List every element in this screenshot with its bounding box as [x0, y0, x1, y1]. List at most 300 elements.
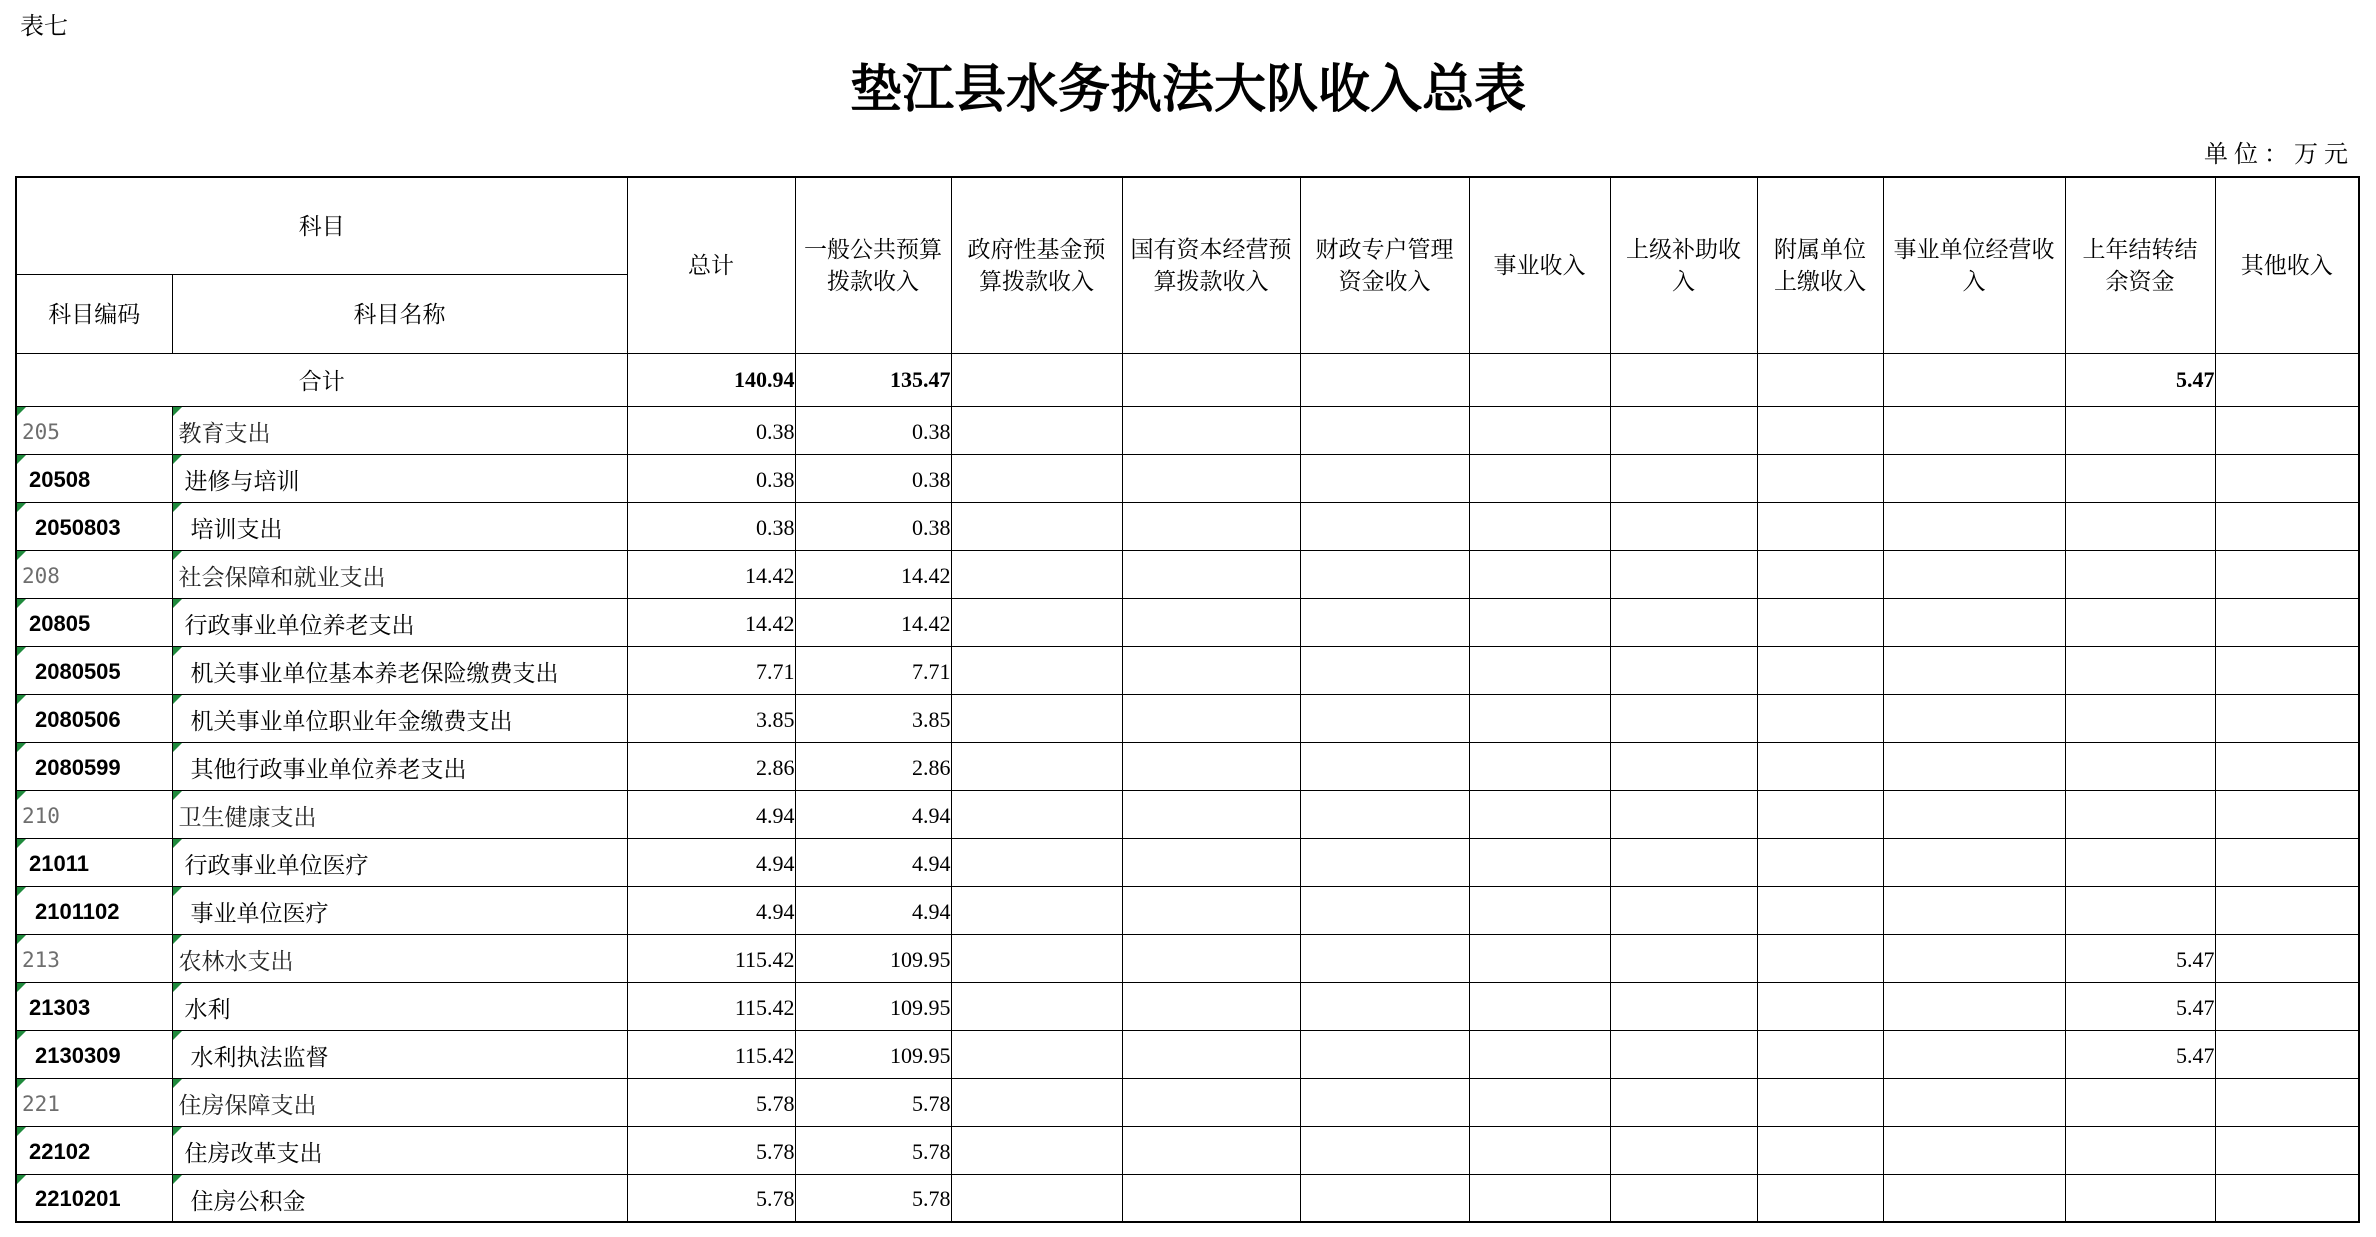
amount-cell-other-income[interactable]: [2215, 454, 2359, 502]
amount-cell-affiliated-unit-remittance[interactable]: [1757, 934, 1883, 982]
amount-cell-superior-subsidy[interactable]: [1610, 838, 1757, 886]
error-indicator-icon: [173, 407, 182, 416]
amount-cell-fiscal-special-account[interactable]: [1300, 742, 1469, 790]
total-amount-affiliated-unit-remittance[interactable]: [1757, 353, 1883, 406]
col-header-business-income[interactable]: 事业收入: [1469, 177, 1610, 353]
amount-cell-general-budget-appropriation[interactable]: 4.94: [795, 790, 951, 838]
subject-code: 2080505: [35, 658, 121, 684]
amount-cell-total[interactable]: 14.42: [627, 598, 795, 646]
subject-code: 2050803: [35, 514, 121, 540]
amount-cell-gov-fund-appropriation[interactable]: [951, 790, 1122, 838]
amount-cell-business-income[interactable]: [1469, 598, 1610, 646]
subject-name: 进修与培训: [184, 469, 300, 494]
col-header-superior-subsidy[interactable]: 上级补助收 入: [1610, 177, 1757, 353]
amount-cell-total[interactable]: 4.94: [627, 886, 795, 934]
amount-cell-superior-subsidy[interactable]: [1610, 982, 1757, 1030]
amount-cell-superior-subsidy[interactable]: [1610, 1078, 1757, 1126]
table-row: [16, 550, 2359, 598]
amount-cell-general-budget-appropriation[interactable]: 4.94: [795, 838, 951, 886]
total-amount-prior-year-carryover[interactable]: 5.47: [2065, 353, 2215, 406]
amount-cell-other-income[interactable]: [2215, 598, 2359, 646]
amount-cell-fiscal-special-account[interactable]: [1300, 982, 1469, 1030]
col-header-general-budget-appropriation[interactable]: 一般公共预算 拨款收入: [795, 177, 951, 353]
subject-name-cell[interactable]: [172, 1174, 627, 1222]
amount-cell-gov-fund-appropriation[interactable]: [951, 838, 1122, 886]
amount-cell-general-budget-appropriation[interactable]: 109.95: [795, 1030, 951, 1078]
amount-cell-total[interactable]: 0.38: [627, 454, 795, 502]
amount-cell-fiscal-special-account[interactable]: [1300, 1174, 1469, 1222]
amount-cell-total[interactable]: 3.85: [627, 694, 795, 742]
error-indicator-icon: [17, 503, 26, 512]
subject-name-cell[interactable]: [172, 838, 627, 886]
amount-cell-fiscal-special-account[interactable]: [1300, 502, 1469, 550]
amount-cell-prior-year-carryover[interactable]: [2065, 1078, 2215, 1126]
amount-cell-superior-subsidy[interactable]: [1610, 454, 1757, 502]
amount-cell-general-budget-appropriation[interactable]: 109.95: [795, 982, 951, 1030]
amount-cell-affiliated-unit-remittance[interactable]: [1757, 646, 1883, 694]
amount-cell-affiliated-unit-remittance[interactable]: [1757, 982, 1883, 1030]
error-indicator-icon: [17, 743, 26, 752]
amount-cell-state-capital-appropriation[interactable]: [1122, 742, 1300, 790]
amount-cell-affiliated-unit-remittance[interactable]: [1757, 1030, 1883, 1078]
amount-cell-gov-fund-appropriation[interactable]: [951, 502, 1122, 550]
subject-name-cell[interactable]: [172, 502, 627, 550]
amount-cell-other-income[interactable]: [2215, 694, 2359, 742]
amount-cell-business-operation-income[interactable]: [1883, 982, 2065, 1030]
amount-cell-other-income[interactable]: [2215, 1030, 2359, 1078]
sheet-label: 表七: [20, 14, 68, 40]
amount-cell-business-operation-income[interactable]: [1883, 742, 2065, 790]
amount-cell-business-operation-income[interactable]: [1883, 502, 2065, 550]
table-row: [16, 742, 2359, 790]
subject-code: 2080599: [35, 754, 121, 780]
amount-cell-gov-fund-appropriation[interactable]: [951, 1174, 1122, 1222]
amount-cell-general-budget-appropriation[interactable]: 3.85: [795, 694, 951, 742]
amount-cell-prior-year-carryover[interactable]: [2065, 646, 2215, 694]
amount-cell-gov-fund-appropriation[interactable]: [951, 1126, 1122, 1174]
amount-cell-state-capital-appropriation[interactable]: [1122, 454, 1300, 502]
amount-cell-gov-fund-appropriation[interactable]: [951, 742, 1122, 790]
total-amount-other-income[interactable]: [2215, 353, 2359, 406]
col-header-other-income[interactable]: 其他收入: [2215, 177, 2359, 353]
amount-cell-gov-fund-appropriation[interactable]: [951, 646, 1122, 694]
table-row: [16, 406, 2359, 454]
amount-cell-gov-fund-appropriation[interactable]: [951, 934, 1122, 982]
amount-cell-state-capital-appropriation[interactable]: [1122, 646, 1300, 694]
amount-cell-prior-year-carryover[interactable]: [2065, 838, 2215, 886]
amount-cell-gov-fund-appropriation[interactable]: [951, 598, 1122, 646]
amount-cell-superior-subsidy[interactable]: [1610, 406, 1757, 454]
amount-cell-other-income[interactable]: [2215, 838, 2359, 886]
total-amount-gov-fund-appropriation[interactable]: [951, 353, 1122, 406]
amount-cell-business-operation-income[interactable]: [1883, 406, 2065, 454]
amount-cell-gov-fund-appropriation[interactable]: [951, 406, 1122, 454]
amount-cell-prior-year-carryover[interactable]: [2065, 1126, 2215, 1174]
amount-cell-business-income[interactable]: [1469, 550, 1610, 598]
amount-cell-prior-year-carryover[interactable]: [2065, 550, 2215, 598]
col-header-subject[interactable]: 科目: [16, 177, 627, 274]
subject-name: 行政事业单位医疗: [184, 853, 369, 878]
amount-cell-fiscal-special-account[interactable]: [1300, 454, 1469, 502]
table-row: [16, 598, 2359, 646]
subject-code-cell[interactable]: [16, 694, 172, 742]
amount-cell-superior-subsidy[interactable]: [1610, 1174, 1757, 1222]
subject-code-cell[interactable]: [16, 646, 172, 694]
amount-cell-total[interactable]: 5.78: [627, 1126, 795, 1174]
amount-cell-prior-year-carryover[interactable]: [2065, 790, 2215, 838]
subject-name-cell[interactable]: [172, 742, 627, 790]
amount-cell-other-income[interactable]: [2215, 790, 2359, 838]
amount-cell-general-budget-appropriation[interactable]: 0.38: [795, 454, 951, 502]
error-indicator-icon: [173, 455, 182, 464]
amount-cell-general-budget-appropriation[interactable]: 109.95: [795, 934, 951, 982]
error-indicator-icon: [173, 1031, 182, 1040]
amount-cell-general-budget-appropriation[interactable]: 0.38: [795, 502, 951, 550]
col-header-subject-name[interactable]: 科目名称: [172, 274, 627, 353]
col-header-fiscal-special-account[interactable]: 财政专户管理 资金收入: [1300, 177, 1469, 353]
amount-cell-business-operation-income[interactable]: [1883, 1078, 2065, 1126]
amount-cell-business-income[interactable]: [1469, 454, 1610, 502]
amount-cell-state-capital-appropriation[interactable]: [1122, 502, 1300, 550]
amount-cell-business-operation-income[interactable]: [1883, 550, 2065, 598]
table-row: [16, 646, 2359, 694]
amount-cell-prior-year-carryover[interactable]: 5.47: [2065, 1030, 2215, 1078]
amount-cell-total[interactable]: 4.94: [627, 838, 795, 886]
amount-cell-fiscal-special-account[interactable]: [1300, 838, 1469, 886]
subject-name: 住房保障支出: [178, 1093, 317, 1118]
amount-cell-business-operation-income[interactable]: [1883, 838, 2065, 886]
amount-cell-affiliated-unit-remittance[interactable]: [1757, 454, 1883, 502]
amount-cell-business-income[interactable]: [1469, 886, 1610, 934]
amount-cell-state-capital-appropriation[interactable]: [1122, 694, 1300, 742]
error-indicator-icon: [17, 647, 26, 656]
subject-name-cell[interactable]: [172, 550, 627, 598]
subject-code-cell[interactable]: [16, 1126, 172, 1174]
error-indicator-icon: [17, 1127, 26, 1136]
amount-cell-business-income[interactable]: [1469, 982, 1610, 1030]
col-header-prior-year-carryover[interactable]: 上年结转结 余资金: [2065, 177, 2215, 353]
amount-cell-affiliated-unit-remittance[interactable]: [1757, 742, 1883, 790]
subject-code: 2130309: [35, 1042, 121, 1068]
subject-code-cell[interactable]: [16, 454, 172, 502]
amount-cell-total[interactable]: 115.42: [627, 1030, 795, 1078]
amount-cell-total[interactable]: 115.42: [627, 934, 795, 982]
amount-cell-prior-year-carryover[interactable]: [2065, 406, 2215, 454]
subject-name-cell[interactable]: [172, 886, 627, 934]
amount-cell-gov-fund-appropriation[interactable]: [951, 550, 1122, 598]
error-indicator-icon: [17, 935, 26, 944]
amount-cell-business-operation-income[interactable]: [1883, 1030, 2065, 1078]
amount-cell-other-income[interactable]: [2215, 1126, 2359, 1174]
amount-cell-state-capital-appropriation[interactable]: [1122, 886, 1300, 934]
amount-cell-state-capital-appropriation[interactable]: [1122, 790, 1300, 838]
amount-cell-total[interactable]: 14.42: [627, 550, 795, 598]
amount-cell-general-budget-appropriation[interactable]: 4.94: [795, 886, 951, 934]
table-row: [16, 502, 2359, 550]
subject-code-cell[interactable]: [16, 1174, 172, 1222]
amount-cell-state-capital-appropriation[interactable]: [1122, 550, 1300, 598]
amount-cell-total[interactable]: 0.38: [627, 406, 795, 454]
error-indicator-icon: [17, 1079, 26, 1088]
amount-cell-gov-fund-appropriation[interactable]: [951, 1078, 1122, 1126]
amount-cell-affiliated-unit-remittance[interactable]: [1757, 1126, 1883, 1174]
subject-name-cell[interactable]: [172, 406, 627, 454]
error-indicator-icon: [17, 983, 26, 992]
amount-cell-prior-year-carryover[interactable]: [2065, 742, 2215, 790]
amount-cell-fiscal-special-account[interactable]: [1300, 886, 1469, 934]
amount-cell-business-operation-income[interactable]: [1883, 1174, 2065, 1222]
amount-cell-prior-year-carryover[interactable]: 5.47: [2065, 934, 2215, 982]
amount-cell-prior-year-carryover[interactable]: [2065, 694, 2215, 742]
amount-cell-state-capital-appropriation[interactable]: [1122, 598, 1300, 646]
amount-cell-prior-year-carryover[interactable]: [2065, 502, 2215, 550]
amount-cell-fiscal-special-account[interactable]: [1300, 934, 1469, 982]
amount-cell-state-capital-appropriation[interactable]: [1122, 406, 1300, 454]
amount-cell-prior-year-carryover[interactable]: [2065, 598, 2215, 646]
table-row: [16, 982, 2359, 1030]
subject-name: 机关事业单位职业年金缴费支出: [190, 709, 513, 734]
amount-cell-total[interactable]: 5.78: [627, 1078, 795, 1126]
subject-code-cell[interactable]: [16, 790, 172, 838]
amount-cell-affiliated-unit-remittance[interactable]: [1757, 886, 1883, 934]
subject-name-cell[interactable]: [172, 790, 627, 838]
subject-name: 其他行政事业单位养老支出: [190, 757, 467, 782]
subject-code: 2080506: [35, 706, 121, 732]
error-indicator-icon: [17, 599, 26, 608]
col-header-state-capital-appropriation[interactable]: 国有资本经营预 算拨款收入: [1122, 177, 1300, 353]
amount-cell-business-operation-income[interactable]: [1883, 1126, 2065, 1174]
amount-cell-superior-subsidy[interactable]: [1610, 694, 1757, 742]
table-row: [16, 1126, 2359, 1174]
total-label[interactable]: 合计: [16, 353, 627, 406]
amount-cell-business-income[interactable]: [1469, 934, 1610, 982]
amount-cell-other-income[interactable]: [2215, 1078, 2359, 1126]
amount-cell-affiliated-unit-remittance[interactable]: [1757, 1078, 1883, 1126]
amount-cell-business-operation-income[interactable]: [1883, 646, 2065, 694]
amount-cell-state-capital-appropriation[interactable]: [1122, 982, 1300, 1030]
amount-cell-state-capital-appropriation[interactable]: [1122, 934, 1300, 982]
amount-cell-fiscal-special-account[interactable]: [1300, 598, 1469, 646]
amount-cell-total[interactable]: 2.86: [627, 742, 795, 790]
subject-name: 行政事业单位养老支出: [184, 613, 415, 638]
amount-cell-business-operation-income[interactable]: [1883, 694, 2065, 742]
amount-cell-prior-year-carryover[interactable]: [2065, 1174, 2215, 1222]
amount-cell-other-income[interactable]: [2215, 406, 2359, 454]
amount-cell-other-income[interactable]: [2215, 886, 2359, 934]
amount-cell-fiscal-special-account[interactable]: [1300, 1126, 1469, 1174]
total-amount-state-capital-appropriation[interactable]: [1122, 353, 1300, 406]
amount-cell-business-income[interactable]: [1469, 502, 1610, 550]
amount-cell-business-operation-income[interactable]: [1883, 886, 2065, 934]
subject-name-cell[interactable]: [172, 1078, 627, 1126]
error-indicator-icon: [173, 791, 182, 800]
amount-cell-state-capital-appropriation[interactable]: [1122, 838, 1300, 886]
amount-cell-state-capital-appropriation[interactable]: [1122, 1174, 1300, 1222]
amount-cell-state-capital-appropriation[interactable]: [1122, 1126, 1300, 1174]
amount-cell-gov-fund-appropriation[interactable]: [951, 454, 1122, 502]
amount-cell-fiscal-special-account[interactable]: [1300, 790, 1469, 838]
amount-cell-superior-subsidy[interactable]: [1610, 886, 1757, 934]
amount-cell-general-budget-appropriation[interactable]: 0.38: [795, 406, 951, 454]
subject-name-cell[interactable]: [172, 934, 627, 982]
amount-cell-superior-subsidy[interactable]: [1610, 934, 1757, 982]
amount-cell-general-budget-appropriation[interactable]: 14.42: [795, 550, 951, 598]
subject-name-cell[interactable]: [172, 1030, 627, 1078]
amount-cell-fiscal-special-account[interactable]: [1300, 1078, 1469, 1126]
subject-name-cell[interactable]: [172, 454, 627, 502]
amount-cell-state-capital-appropriation[interactable]: [1122, 1030, 1300, 1078]
amount-cell-other-income[interactable]: [2215, 1174, 2359, 1222]
amount-cell-total[interactable]: 7.71: [627, 646, 795, 694]
amount-cell-business-operation-income[interactable]: [1883, 790, 2065, 838]
subject-code: 21011: [29, 850, 89, 876]
amount-cell-business-income[interactable]: [1469, 1174, 1610, 1222]
amount-cell-other-income[interactable]: [2215, 742, 2359, 790]
subject-code-cell[interactable]: [16, 982, 172, 1030]
table-row: [16, 934, 2359, 982]
amount-cell-business-income[interactable]: [1469, 694, 1610, 742]
total-amount-fiscal-special-account[interactable]: [1300, 353, 1469, 406]
amount-cell-total[interactable]: 4.94: [627, 790, 795, 838]
amount-cell-superior-subsidy[interactable]: [1610, 598, 1757, 646]
col-header-total[interactable]: 总计: [627, 177, 795, 353]
amount-cell-general-budget-appropriation[interactable]: 5.78: [795, 1078, 951, 1126]
error-indicator-icon: [173, 1127, 182, 1136]
error-indicator-icon: [17, 887, 26, 896]
amount-cell-other-income[interactable]: [2215, 550, 2359, 598]
amount-cell-total[interactable]: 115.42: [627, 982, 795, 1030]
subject-code-cell[interactable]: [16, 502, 172, 550]
amount-cell-total[interactable]: 5.78: [627, 1174, 795, 1222]
subject-code-cell[interactable]: [16, 742, 172, 790]
amount-cell-fiscal-special-account[interactable]: [1300, 646, 1469, 694]
amount-cell-superior-subsidy[interactable]: [1610, 742, 1757, 790]
amount-cell-superior-subsidy[interactable]: [1610, 1126, 1757, 1174]
amount-cell-affiliated-unit-remittance[interactable]: [1757, 694, 1883, 742]
table-row: [16, 886, 2359, 934]
total-amount-total[interactable]: 140.94: [627, 353, 795, 406]
subject-code-cell[interactable]: [16, 1078, 172, 1126]
col-header-business-operation-income[interactable]: 事业单位经营收 入: [1883, 177, 2065, 353]
subject-code: 221: [22, 1091, 60, 1116]
amount-cell-business-income[interactable]: [1469, 790, 1610, 838]
subject-name-cell[interactable]: [172, 598, 627, 646]
amount-cell-prior-year-carryover[interactable]: [2065, 454, 2215, 502]
subject-code-cell[interactable]: [16, 598, 172, 646]
subject-name: 教育支出: [178, 421, 271, 446]
amount-cell-prior-year-carryover[interactable]: 5.47: [2065, 982, 2215, 1030]
amount-cell-fiscal-special-account[interactable]: [1300, 694, 1469, 742]
subject-code-cell[interactable]: [16, 886, 172, 934]
subject-code-cell[interactable]: [16, 406, 172, 454]
subject-name-cell[interactable]: [172, 1126, 627, 1174]
amount-cell-superior-subsidy[interactable]: [1610, 646, 1757, 694]
amount-cell-gov-fund-appropriation[interactable]: [951, 982, 1122, 1030]
amount-cell-affiliated-unit-remittance[interactable]: [1757, 1174, 1883, 1222]
amount-cell-business-income[interactable]: [1469, 1078, 1610, 1126]
amount-cell-superior-subsidy[interactable]: [1610, 1030, 1757, 1078]
amount-cell-general-budget-appropriation[interactable]: 7.71: [795, 646, 951, 694]
amount-cell-business-operation-income[interactable]: [1883, 598, 2065, 646]
subject-code-cell[interactable]: [16, 934, 172, 982]
col-header-affiliated-unit-remittance[interactable]: 附属单位 上缴收入: [1757, 177, 1883, 353]
amount-cell-prior-year-carryover[interactable]: [2065, 886, 2215, 934]
error-indicator-icon: [173, 503, 182, 512]
error-indicator-icon: [173, 887, 182, 896]
amount-cell-general-budget-appropriation[interactable]: 14.42: [795, 598, 951, 646]
amount-cell-affiliated-unit-remittance[interactable]: [1757, 790, 1883, 838]
amount-cell-business-income[interactable]: [1469, 406, 1610, 454]
amount-cell-affiliated-unit-remittance[interactable]: [1757, 550, 1883, 598]
amount-cell-affiliated-unit-remittance[interactable]: [1757, 502, 1883, 550]
amount-cell-gov-fund-appropriation[interactable]: [951, 694, 1122, 742]
amount-cell-state-capital-appropriation[interactable]: [1122, 1078, 1300, 1126]
amount-cell-affiliated-unit-remittance[interactable]: [1757, 838, 1883, 886]
amount-cell-affiliated-unit-remittance[interactable]: [1757, 406, 1883, 454]
total-amount-superior-subsidy[interactable]: [1610, 353, 1757, 406]
col-header-subject-code[interactable]: 科目编码: [16, 274, 172, 353]
amount-cell-business-operation-income[interactable]: [1883, 454, 2065, 502]
col-header-gov-fund-appropriation[interactable]: 政府性基金预 算拨款收入: [951, 177, 1122, 353]
amount-cell-gov-fund-appropriation[interactable]: [951, 1030, 1122, 1078]
amount-cell-business-operation-income[interactable]: [1883, 934, 2065, 982]
subject-code-cell[interactable]: [16, 838, 172, 886]
subject-name-cell[interactable]: [172, 694, 627, 742]
subject-code: 208: [22, 563, 60, 588]
amount-cell-fiscal-special-account[interactable]: [1300, 550, 1469, 598]
error-indicator-icon: [173, 743, 182, 752]
subject-code-cell[interactable]: [16, 1030, 172, 1078]
subject-name: 水利执法监督: [190, 1045, 329, 1070]
error-indicator-icon: [173, 551, 182, 560]
subject-code-cell[interactable]: [16, 550, 172, 598]
total-amount-business-operation-income[interactable]: [1883, 353, 2065, 406]
error-indicator-icon: [17, 791, 26, 800]
amount-cell-business-income[interactable]: [1469, 838, 1610, 886]
subject-code: 22102: [29, 1138, 91, 1164]
total-amount-business-income[interactable]: [1469, 353, 1610, 406]
subject-code: 2210201: [35, 1186, 121, 1212]
amount-cell-general-budget-appropriation[interactable]: 5.78: [795, 1174, 951, 1222]
amount-cell-business-income[interactable]: [1469, 1126, 1610, 1174]
amount-cell-business-income[interactable]: [1469, 742, 1610, 790]
total-amount-general-budget-appropriation[interactable]: 135.47: [795, 353, 951, 406]
amount-cell-total[interactable]: 0.38: [627, 502, 795, 550]
amount-cell-superior-subsidy[interactable]: [1610, 790, 1757, 838]
amount-cell-business-income[interactable]: [1469, 1030, 1610, 1078]
amount-cell-general-budget-appropriation[interactable]: 2.86: [795, 742, 951, 790]
amount-cell-other-income[interactable]: [2215, 934, 2359, 982]
income-summary-table: [15, 176, 2360, 1223]
amount-cell-superior-subsidy[interactable]: [1610, 550, 1757, 598]
amount-cell-superior-subsidy[interactable]: [1610, 502, 1757, 550]
amount-cell-fiscal-special-account[interactable]: [1300, 406, 1469, 454]
amount-cell-fiscal-special-account[interactable]: [1300, 1030, 1469, 1078]
subject-code: 213: [22, 947, 60, 972]
error-indicator-icon: [173, 1079, 182, 1088]
error-indicator-icon: [173, 839, 182, 848]
subject-name-cell[interactable]: [172, 646, 627, 694]
amount-cell-other-income[interactable]: [2215, 982, 2359, 1030]
amount-cell-other-income[interactable]: [2215, 646, 2359, 694]
amount-cell-general-budget-appropriation[interactable]: 5.78: [795, 1126, 951, 1174]
subject-name-cell[interactable]: [172, 982, 627, 1030]
amount-cell-business-income[interactable]: [1469, 646, 1610, 694]
amount-cell-affiliated-unit-remittance[interactable]: [1757, 598, 1883, 646]
amount-cell-other-income[interactable]: [2215, 502, 2359, 550]
subject-code: 205: [22, 419, 60, 444]
amount-cell-gov-fund-appropriation[interactable]: [951, 886, 1122, 934]
